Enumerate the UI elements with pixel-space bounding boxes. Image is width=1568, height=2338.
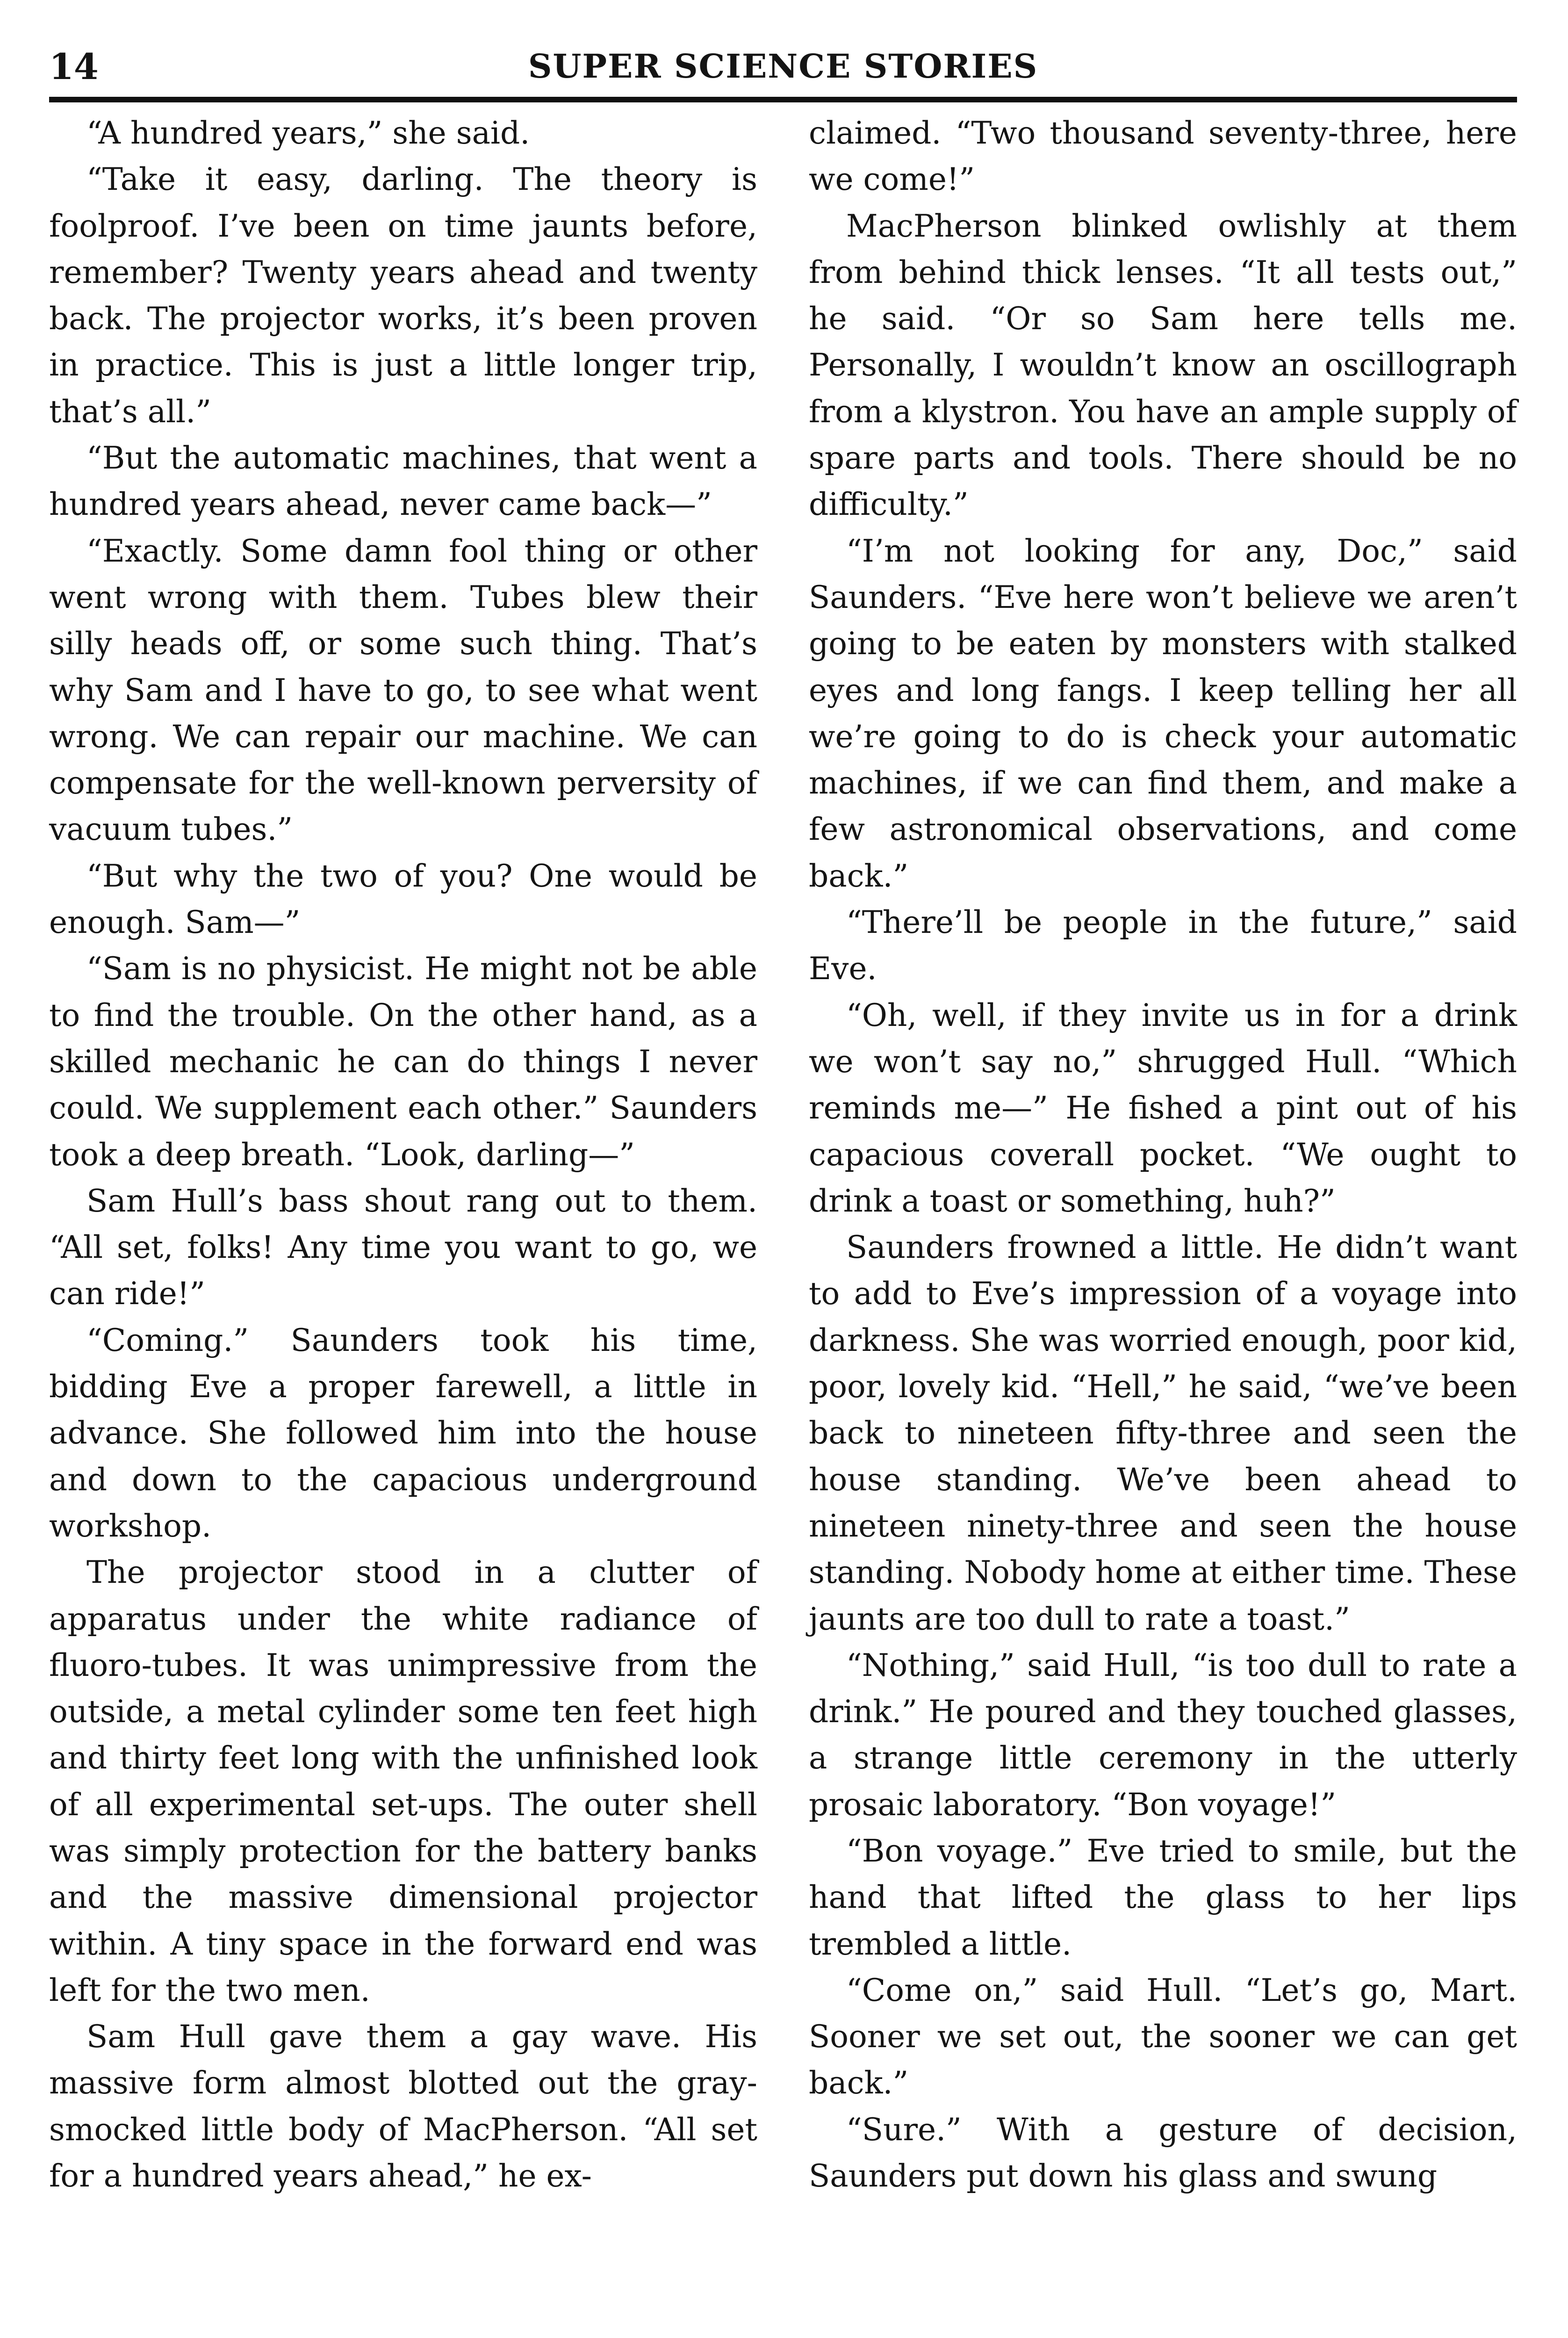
paragraph: “Exactly. Some damn fool thing or other went wrong with them. Tubes blew their silly heads off, or some such thing. That’s why Sam and I have to go, to see what went wrong. We can repair our machine. We can compensate for the well-known perversity of vacuum tubes.”: [49, 533, 757, 848]
magazine-page: [49, 44, 1517, 2338]
text-columns: [49, 110, 1517, 2199]
page-header: [49, 44, 1517, 96]
paragraph: The projector stood in a clutter of apparatus under the white radiance of fluoro-tubes. It was unimpressive from the outside, a metal cylinder some ten feet high and thirty feet long with the unfinished look of all experimental set-ups. The outer shell was simply protection for the battery banks and the massive dimensional projector within. A tiny space in the forward end was left for the two men.: [49, 1554, 757, 2008]
page-number: 14: [49, 46, 99, 87]
paragraph: “I’m not looking for any, Doc,” said Saunders. “Eve here won’t believe we aren’t going to be eaten by monsters with stalked eyes and long fangs. I keep telling her all we’re going to do is check your automatic machines, if we can find them, and make a few astronomical observations, and come back.”: [809, 533, 1517, 894]
paragraph: “Take it easy, darling. The theory is foolproof. I’ve been on time jaunts before, remember? Twenty years ahead and twenty back. The projector works, it’s been proven in practice. This is just a little longer trip, that’s all.”: [49, 161, 757, 430]
paragraph: MacPherson blinked owlishly at them from behind thick lenses. “It all tests out,” he said. “Or so Sam here tells me. Personally, I wouldn’t know an oscillograph from a klystron. You have an ample supply of spare parts and tools. There should be no difficulty.”: [809, 208, 1517, 523]
paragraph: Saunders frowned a little. He didn’t want to add to Eve’s impression of a voyage into darkness. She was worried enough, poor kid, poor, lovely kid. “Hell,” he said, “we’ve been back to nineteen fifty-three and seen the house standing. We’ve been ahead to nineteen ninety-three and seen the house standing. Nobody home at either time. These jaunts are too dull to rate a toast.”: [809, 1229, 1517, 1637]
right-column: [809, 110, 1517, 2199]
paragraph: “Bon voyage.” Eve tried to smile, but the hand that lifted the glass to her lips trembled a little.: [809, 1833, 1517, 1962]
paragraph: “There’ll be people in the future,” said Eve.: [809, 904, 1517, 987]
paragraph: “But the automatic machines, that went a hundred years ahead, never came back—”: [49, 440, 757, 523]
paragraph: “Sure.” With a gesture of decision, Saunders put down his glass and swung: [809, 2111, 1517, 2194]
header-rule: [49, 97, 1517, 102]
left-column: [49, 110, 757, 2199]
paragraph: “Coming.” Saunders took his time, bidding Eve a proper farewell, a little in advance. She followed him into the house and down to the capacious underground workshop.: [49, 1322, 757, 1544]
paragraph: “Nothing,” said Hull, “is too dull to rate a drink.” He poured and they touched glasses, a strange little ceremony in the utterly prosaic laboratory. “Bon voyage!”: [809, 1647, 1517, 1823]
paragraph: Sam Hull’s bass shout rang out to them. “All set, folks! Any time you want to go, we can ride!”: [49, 1183, 757, 1312]
paragraph-continuation: claimed. “Two thousand seventy-three, here we come!”: [809, 115, 1517, 198]
paragraph: “Come on,” said Hull. “Let’s go, Mart. Sooner we set out, the sooner we can get back.”: [809, 1972, 1517, 2101]
paragraph: “Oh, well, if they invite us in for a drink we won’t say no,” shrugged Hull. “Which reminds me—” He fished a pint out of his capacious coverall pocket. “We ought to drink a toast or something, huh?”: [809, 997, 1517, 1219]
running-title: SUPER SCIENCE STORIES: [528, 47, 1038, 86]
paragraph: “Sam is no physicist. He might not be able to find the trouble. On the other hand, as a skilled mechanic he can do things I never could. We supplement each other.” Saunders took a deep breath. “Look, darling—”: [49, 951, 757, 1173]
paragraph: “A hundred years,” she said.: [86, 115, 530, 151]
paragraph: “But why the two of you? One would be enough. Sam—”: [49, 858, 757, 941]
paragraph: Sam Hull gave them a gay wave. His massive form almost blotted out the gray-smocked little body of MacPherson. “All set for a hundred years ahead,” he ex-: [49, 2019, 757, 2194]
